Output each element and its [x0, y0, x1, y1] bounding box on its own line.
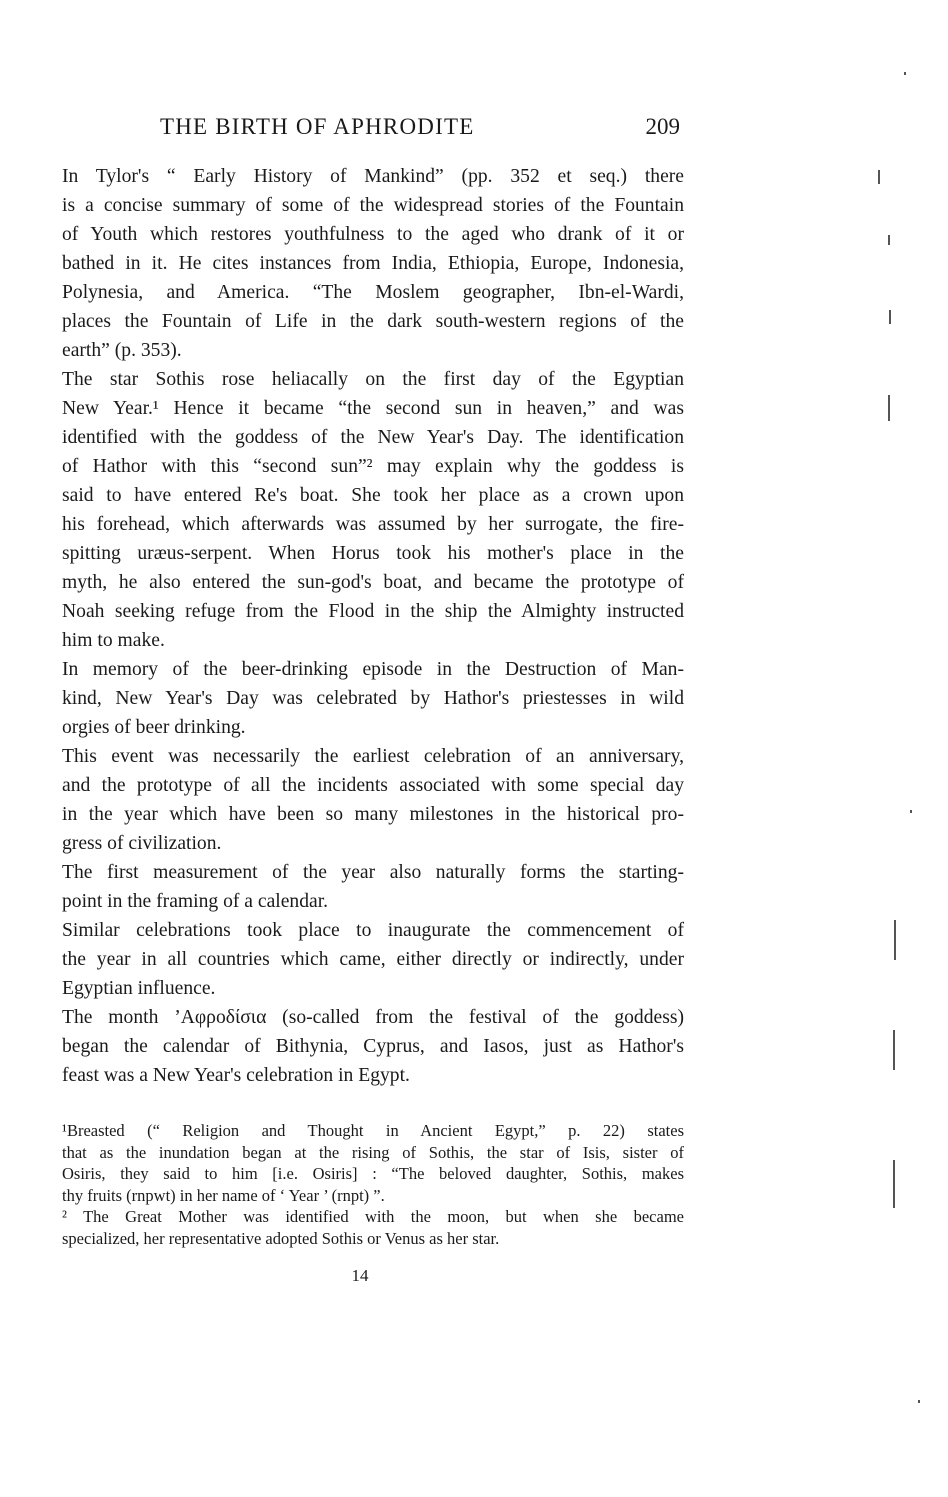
text-line: said to have entered Re's boat. She took her place as a crown upon	[62, 485, 684, 506]
text-line: Egyptian influence.	[62, 978, 216, 999]
paragraph	[62, 365, 684, 655]
footnote-1	[62, 1120, 684, 1206]
page-number: 209	[645, 114, 680, 139]
text-line: This event was necessarily the earliest celebration of an anniversary,	[62, 746, 684, 767]
footnotes	[62, 1120, 684, 1249]
text-line: myth, he also entered the sun-god's boat, and became the prototype of	[62, 572, 684, 593]
text-line: the year in all countries which came, either directly or indirectly, under	[62, 949, 684, 970]
paragraph	[62, 916, 684, 1003]
text-line: Noah seeking refuge from the Flood in the ship the Almighty instructed	[62, 601, 684, 622]
text-line: gress of civilization.	[62, 833, 222, 854]
text-line: and the prototype of all the incidents associated with some special day	[62, 775, 684, 796]
text-line: feast was a New Year's celebration in Egypt.	[62, 1065, 410, 1086]
footnote-line: that as the inundation began at the rising of Sothis, the star of Isis, sister of	[62, 1142, 684, 1162]
text-line: In Tylor's “ Early History of Mankind” (pp. 352 et seq.) there	[62, 166, 684, 187]
text-line: The first measurement of the year also naturally forms the starting-	[62, 862, 684, 883]
text-line: of Youth which restores youthfulness to the aged who drank of it or	[62, 224, 684, 245]
text-line: The star Sothis rose heliacally on the first day of the Egyptian	[62, 369, 684, 390]
text-line: In memory of the beer-drinking episode in the Destruction of Man-	[62, 659, 684, 680]
text-line: The month ’Aφροδίσια (so-called from the festival of the goddess)	[62, 1007, 684, 1028]
text-line: began the calendar of Bithynia, Cyprus, and Iasos, just as Hathor's	[62, 1036, 684, 1057]
text-line: bathed in it. He cites instances from India, Ethiopia, Europe, Indonesia,	[62, 253, 684, 274]
running-header	[160, 114, 684, 148]
paragraph	[62, 742, 684, 858]
chapter-title: THE BIRTH OF APHRODITE	[160, 114, 475, 139]
text-line: Polynesia, and America. “The Moslem geographer, Ibn-el-Wardi,	[62, 282, 684, 303]
text-line: Similar celebrations took place to inaugurate the commencement of	[62, 920, 684, 941]
body-text	[62, 162, 684, 1090]
text-line: of Hathor with this “second sun”² may explain why the goddess is	[62, 456, 684, 477]
signature-mark: 14	[351, 1266, 369, 1285]
footnote-line: Osiris, they said to him [i.e. Osiris] : “The beloved daughter, Sothis, makes	[62, 1164, 684, 1183]
paragraph	[62, 1003, 684, 1090]
footnote-line: specialized, her representative adopted Sothis or Venus as her star.	[62, 1228, 500, 1248]
footnote-line: ¹Breasted (“ Religion and Thought in Ancient Egypt,” p. 22) states	[62, 1121, 684, 1140]
footnote-2	[62, 1206, 684, 1249]
text-line: earth” (p. 353).	[62, 340, 182, 361]
text-line: him to make.	[62, 630, 165, 651]
paragraph	[62, 162, 684, 365]
text-line: kind, New Year's Day was celebrated by Hathor's priestesses in wild	[62, 688, 684, 709]
text-line: is a concise summary of some of the widespread stories of the Fountain	[62, 195, 684, 216]
paragraph	[62, 655, 684, 742]
text-line: New Year.¹ Hence it became “the second sun in heaven,” and was	[62, 398, 684, 419]
footnote-line: ² The Great Mother was identified with the moon, but when she became	[62, 1207, 684, 1226]
text-line: point in the framing of a calendar.	[62, 891, 329, 912]
text-line: in the year which have been so many milestones in the historical pro-	[62, 804, 684, 825]
text-line: spitting uræus-serpent. When Horus took his mother's place in the	[62, 543, 684, 564]
text-line: orgies of beer drinking.	[62, 717, 246, 738]
text-line: his forehead, which afterwards was assumed by her surrogate, the fire-	[62, 514, 684, 535]
footnote-line: thy fruits (rnpwt) in her name of ‘ Year ’ (rnpt) ”.	[62, 1185, 385, 1205]
text-line: places the Fountain of Life in the dark south-western regions of the	[62, 311, 684, 332]
paragraph	[62, 858, 684, 916]
text-line: identified with the goddess of the New Year's Day. The identification	[62, 427, 684, 448]
